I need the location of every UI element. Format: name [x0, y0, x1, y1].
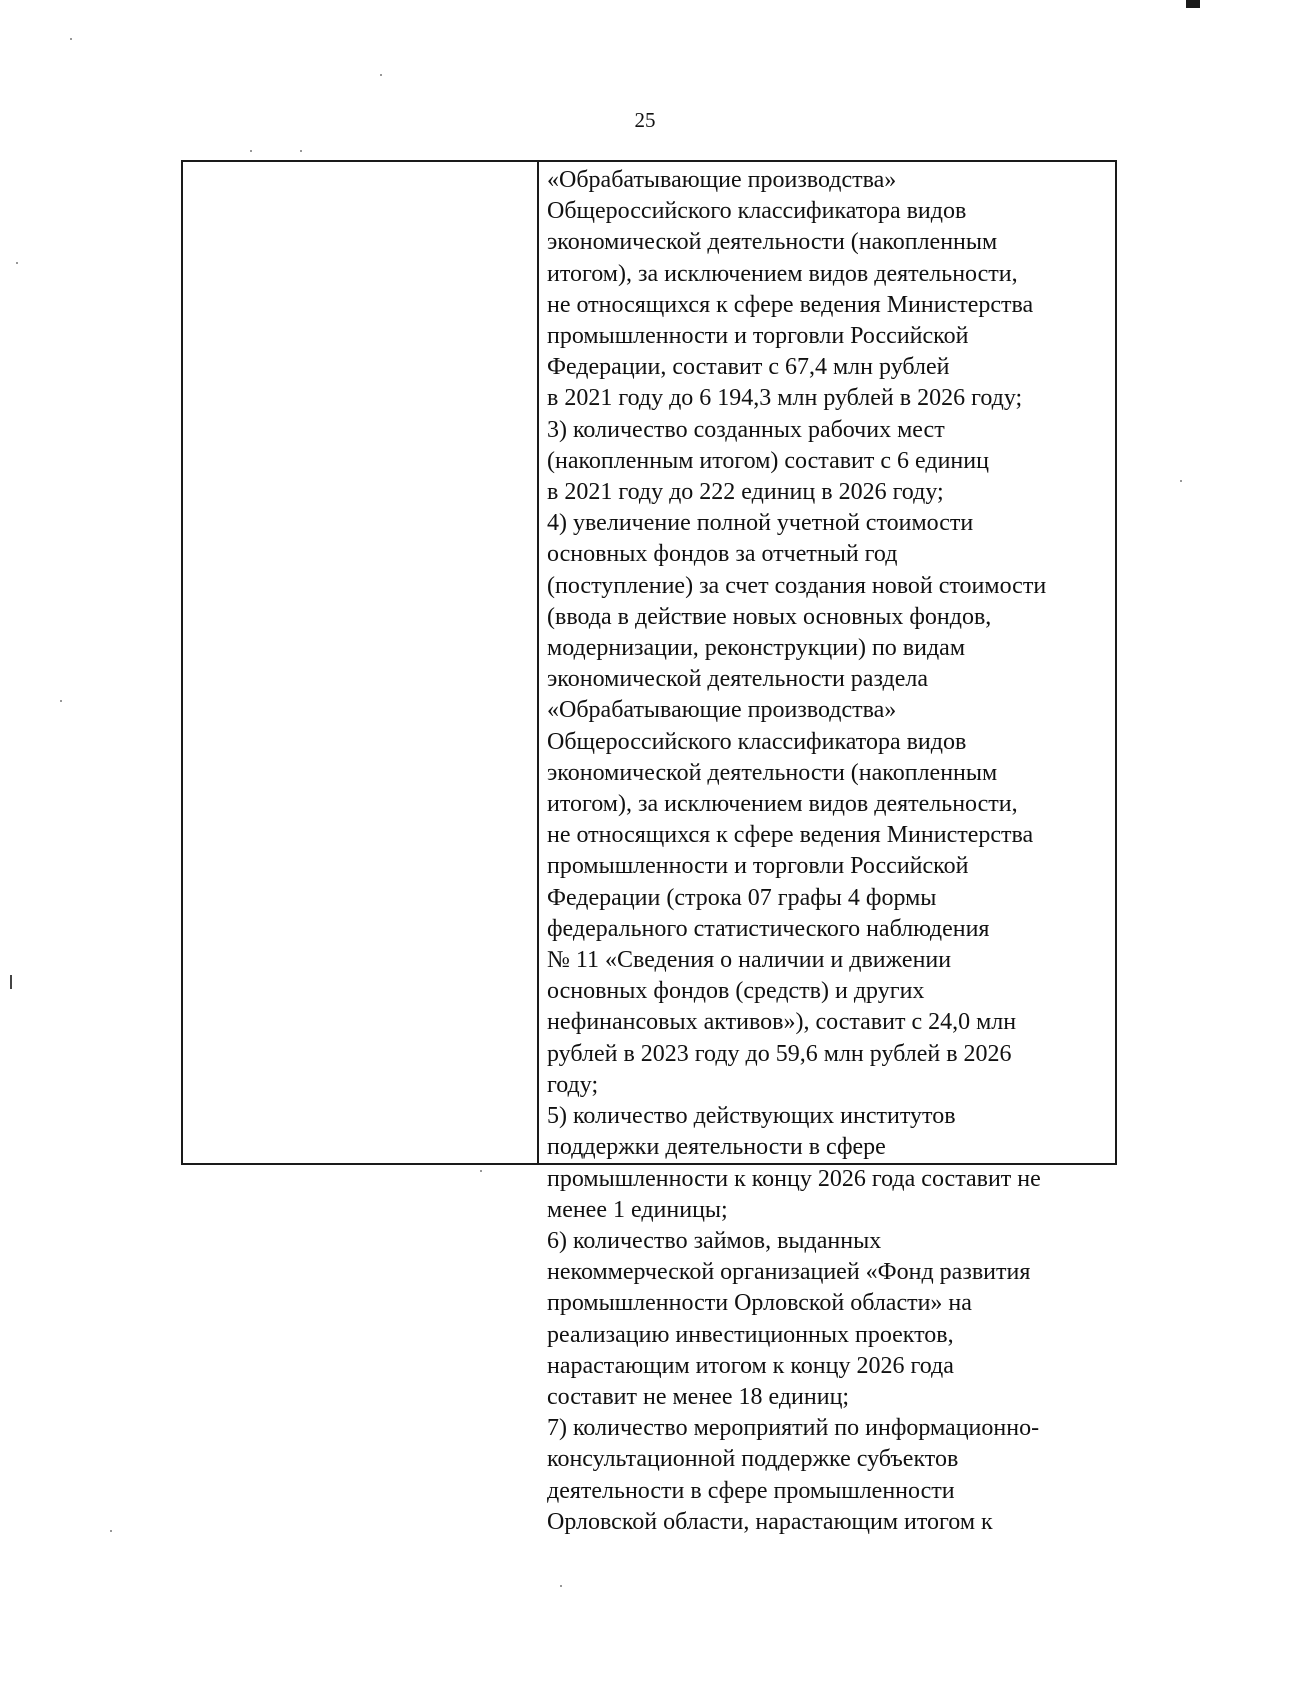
text-line: экономической деятельности раздела: [547, 666, 928, 693]
text-line: промышленности и торговли Российской: [547, 853, 969, 880]
text-line: реализацию инвестиционных проектов,: [547, 1321, 954, 1348]
scan-speck: [110, 1530, 112, 1532]
text-line: основных фондов за отчетный год: [547, 541, 898, 568]
text-line: (ввода в действие новых основных фондов,: [547, 603, 992, 630]
text-line: году;: [547, 1071, 599, 1098]
scan-speck: [560, 1585, 562, 1587]
text-line: итогом), за исключением видов деятельности,: [547, 260, 1018, 287]
text-line: 7) количество мероприятий по информационно-: [547, 1415, 1040, 1442]
text-line: 4) увеличение полной учетной стоимости: [547, 510, 974, 537]
page-number: 25: [634, 108, 656, 132]
table-left-cell: [183, 162, 539, 1163]
scan-speck: [300, 150, 302, 152]
text-line: модернизации, реконструкции) по видам: [547, 635, 966, 662]
text-line: 5) количество действующих институтов: [547, 1103, 956, 1130]
scan-speck: [1180, 480, 1182, 482]
text-line: менее 1 единицы;: [547, 1196, 728, 1223]
table-right-cell: [539, 162, 1115, 1535]
text-line: (накопленным итогом) составит с 6 единиц: [547, 447, 989, 474]
text-line: некоммерческой организацией «Фонд развития: [547, 1259, 1031, 1286]
text-line: деятельности в сфере промышленности: [547, 1477, 955, 1504]
scan-edge-mark: [1186, 0, 1200, 8]
scan-speck: [60, 700, 62, 702]
text-line: промышленности Орловской области» на: [547, 1290, 972, 1317]
text-line: «Обрабатывающие производства»: [547, 697, 897, 724]
text-line: промышленности к концу 2026 года составит не: [547, 1165, 1041, 1192]
text-line: экономической деятельности (накопленным: [547, 229, 998, 256]
text-line: Общероссийского классификатора видов: [547, 728, 967, 755]
text-line: рублей в 2023 году до 59,6 млн рублей в 2026: [547, 1040, 1012, 1067]
scan-speck: [16, 262, 18, 264]
text-line: «Обрабатывающие производства»: [547, 167, 897, 193]
text-line: не относящихся к сфере ведения Министерства: [547, 291, 1034, 318]
text-line: в 2021 году до 222 единиц в 2026 году;: [547, 479, 944, 506]
text-line: составит не менее 18 единиц;: [547, 1383, 850, 1410]
text-line: не относящихся к сфере ведения Министерства: [547, 822, 1034, 849]
scan-speck: [70, 38, 72, 40]
text-line: Орловской области, нарастающим итогом к: [547, 1508, 993, 1535]
text-line: основных фондов (средств) и других: [547, 978, 925, 1005]
text-line: консультационной поддержке субъектов: [547, 1446, 959, 1473]
text-line: итогом), за исключением видов деятельности,: [547, 791, 1018, 818]
text-line: Общероссийского классификатора видов: [547, 198, 967, 225]
text-line: 3) количество созданных рабочих мест: [547, 416, 945, 443]
text-line: нарастающим итогом к концу 2026 года: [547, 1352, 954, 1379]
text-line: Федерации (строка 07 графы 4 формы: [547, 884, 937, 911]
text-line: 6) количество займов, выданных: [547, 1227, 882, 1254]
text-line: промышленности и торговли Российской: [547, 323, 969, 350]
text-line: в 2021 году до 6 194,3 млн рублей в 2026 году;: [547, 385, 1023, 412]
scan-speck: [380, 74, 382, 76]
text-line: № 11 «Сведения о наличии и движении: [547, 947, 952, 974]
text-line: федерального статистического наблюдения: [547, 915, 990, 942]
text-line: поддержки деятельности в сфере: [547, 1134, 886, 1161]
document-table: [181, 160, 1117, 1535]
text-line: Федерации, составит с 67,4 млн рублей: [547, 354, 950, 381]
scan-speck: [250, 150, 252, 152]
text-line: (поступление) за счет создания новой стоимости: [547, 572, 1047, 599]
text-line: нефинансовых активов»), составит с 24,0 млн: [547, 1009, 1017, 1036]
text-line: экономической деятельности (накопленным: [547, 759, 998, 786]
scan-margin-mark: [10, 975, 12, 989]
scan-speck: [480, 1170, 482, 1172]
